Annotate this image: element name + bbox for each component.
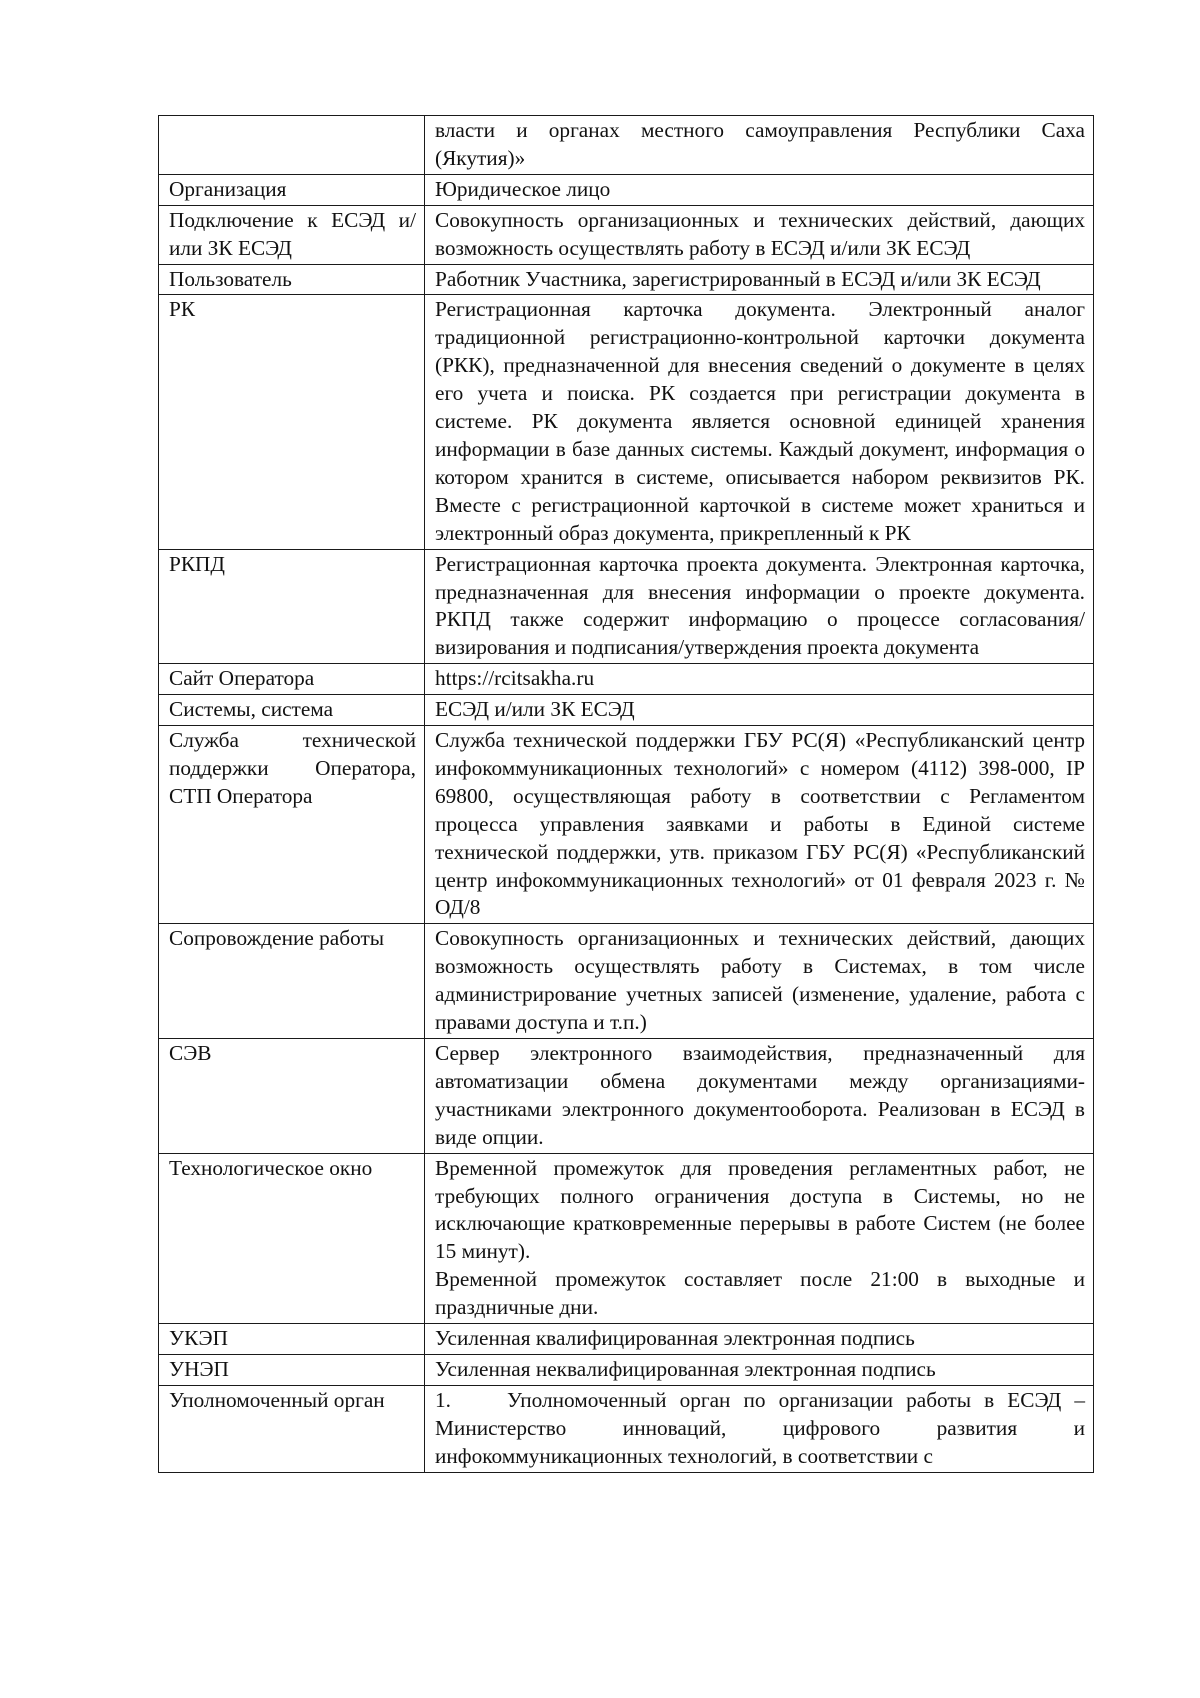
definition-text: Регистрационная карточка документа. Электронный аналог традиционной регистрационно-контрольной карточки документа (РКК), предназначенной для внесения сведений о документе в целях его учета и поиска. РК создается при регистрации документа в системе. РК документа является основной единицей хранения информации в базе данных системы. Каждый документ, информация о котором хранится в системе, описывается набором реквизитов РК. Вместе с регистрационной карточкой в системе может храниться и электронный образ документа, прикрепленный к РК	[435, 297, 1085, 545]
term-cell: Подключение к ЕСЭД и/или ЗК ЕСЭД	[159, 205, 425, 264]
definition-cell	[425, 1153, 1094, 1323]
definition-cell	[425, 924, 1094, 1039]
definition-cell	[425, 1039, 1094, 1154]
table-row	[159, 924, 1094, 1039]
definition-cell	[425, 116, 1094, 175]
table-row	[159, 1324, 1094, 1355]
term-cell: Пользователь	[159, 264, 425, 295]
term-cell: Технологическое окно	[159, 1153, 425, 1323]
definition-text: Работник Участника, зарегистрированный в ЕСЭД и/или ЗК ЕСЭД	[435, 266, 1041, 291]
definition-text: Совокупность организационных и технических действий, дающих возможность осуществлять работу в ЕСЭД и/или ЗК ЕСЭД	[435, 207, 1085, 260]
definition-cell	[425, 695, 1094, 726]
definition-text: власти и органах местного самоуправления Республики Саха (Якутия)»	[435, 118, 1085, 170]
term-cell: Сайт Оператора	[159, 664, 425, 695]
term-cell: РК	[159, 295, 425, 549]
definition-text: Сервер электронного взаимодействия, предназначенный для автоматизации обмена документами между организациями-участниками электронного документооборота. Реализован в ЕСЭД в виде опции.	[435, 1041, 1085, 1149]
definition-text: Совокупность организационных и технических действий, дающих возможность осуществлять работу в Системах, в том числе администрирование учетных записей (изменение, удаление, работа с правами доступа и т.п.)	[435, 926, 1085, 1035]
term-cell: Служба технической поддержки Оператора, СТП Оператора	[159, 726, 425, 924]
definition-text: ЕСЭД и/или ЗК ЕСЭД	[435, 697, 635, 722]
term-cell: Системы, система	[159, 695, 425, 726]
table-row	[159, 695, 1094, 726]
table-row	[159, 205, 1094, 264]
table-row	[159, 295, 1094, 549]
list-number: 1.	[435, 1387, 451, 1412]
terms-table	[158, 115, 1094, 1473]
table-row	[159, 549, 1094, 664]
term-cell: Уполномоченный орган	[159, 1385, 425, 1472]
definition-cell	[425, 295, 1094, 549]
table-row	[159, 116, 1094, 175]
definition-cell	[425, 726, 1094, 924]
definition-cell	[425, 1354, 1094, 1385]
term-cell: Сопровождение работы	[159, 924, 425, 1039]
table-row	[159, 726, 1094, 924]
definition-cell	[425, 549, 1094, 664]
definition-text: Регистрационная карточка проекта документа. Электронная карточка, предназначенная для внесения информации о проекте документа. РКПД также содержит информацию о процессе согласования/визирования и подписания/утверждения проекта документа	[435, 551, 1085, 660]
term-cell: Организация	[159, 174, 425, 205]
term-cell	[159, 116, 425, 175]
website-url: https://rcitsakha.ru	[435, 666, 595, 691]
table-row	[159, 264, 1094, 295]
table-row	[159, 1153, 1094, 1323]
table-row	[159, 664, 1094, 695]
table-row	[159, 1039, 1094, 1154]
definition-cell	[425, 1385, 1094, 1472]
definition-text: Юридическое лицо	[435, 176, 611, 201]
definition-text: Уполномоченный орган по организации работы в ЕСЭД – Министерство инноваций, цифрового развития и инфокоммуникационных технологий, в соответствии с	[435, 1387, 1085, 1468]
definition-cell	[425, 205, 1094, 264]
term-cell: РКПД	[159, 549, 425, 664]
term-cell: УНЭП	[159, 1354, 425, 1385]
definition-cell	[425, 264, 1094, 295]
definition-text: Служба технической поддержки ГБУ РС(Я) «Республиканский центр инфокоммуникационных технологий» с номером (4112) 398-000, IP 69800, осуществляющая работу в соответствии с Регламентом процесса управления заявками и работы в Единой системе технической поддержки, утв. приказом ГБУ РС(Я) «Республиканский центр инфокоммуникационных технологий» от 01 февраля 2023 г. № ОД/8	[435, 728, 1085, 920]
definition-text: Усиленная неквалифицированная электронная подпись	[435, 1356, 936, 1381]
term-cell: УКЭП	[159, 1324, 425, 1355]
definition-cell	[425, 664, 1094, 695]
table-row	[159, 1354, 1094, 1385]
definition-text: Временной промежуток для проведения регламентных работ, не требующих полного ограничения доступа в Системы, но не исключающие кратковременные перерывы в работе Систем (не более 15 минут).	[435, 1155, 1085, 1264]
definition-text	[435, 1387, 1085, 1471]
term-cell: СЭВ	[159, 1039, 425, 1154]
definition-cell	[425, 1324, 1094, 1355]
definition-cell	[425, 174, 1094, 205]
table-row	[159, 174, 1094, 205]
table-row	[159, 1385, 1094, 1472]
definition-text: Усиленная квалифицированная электронная подпись	[435, 1326, 915, 1351]
definition-text: Временной промежуток составляет после 21:00 в выходные и праздничные дни.	[435, 1267, 1085, 1320]
